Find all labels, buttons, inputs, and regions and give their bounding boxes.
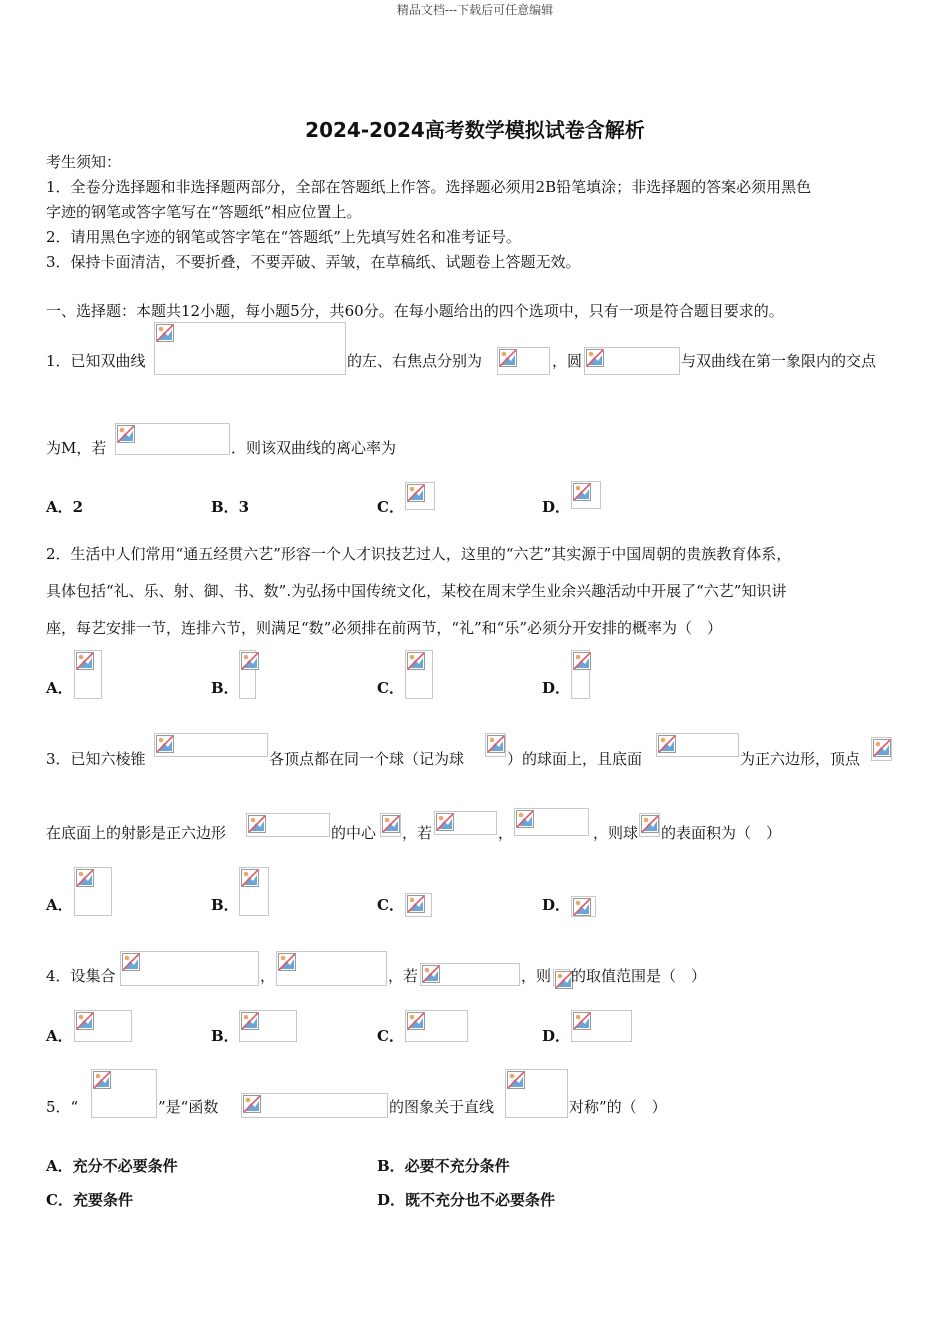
q1-text-5: 为M，若 — [46, 439, 107, 457]
q3-text-9: ，则球 — [593, 824, 639, 842]
broken-image-icon — [516, 810, 534, 828]
q3-formula-sphere-2 — [639, 813, 660, 837]
notice-line-2: 2．请用黑色字迹的钢笔或答字笔在“答题纸”上先填写姓名和准考证号。 — [46, 228, 521, 246]
q5-formula-line — [505, 1069, 568, 1118]
q4-formula-condition — [420, 963, 520, 986]
q3-formula-cond-1 — [434, 811, 497, 835]
q2-option-d: D． — [542, 679, 571, 697]
broken-image-icon — [76, 652, 94, 670]
q1-option-a: A．2 — [46, 498, 84, 516]
q2-line-3: 座，每艺安排一节，连排六节，则满足“数”必须排在前两节，“礼”和“乐”必须分开安排的概率为（ ） — [46, 619, 723, 637]
q3-text-7: ，若 — [402, 824, 433, 842]
q2-option-a-formula — [74, 650, 102, 699]
broken-image-icon — [499, 349, 517, 367]
q1-formula-circle — [584, 347, 680, 375]
q1-option-c-formula — [405, 482, 435, 510]
broken-image-icon — [586, 349, 604, 367]
q1-text-4: 与双曲线在第一象限内的交点 — [681, 352, 877, 370]
q3-option-d: D． — [542, 896, 571, 914]
broken-image-icon — [507, 1071, 525, 1089]
q5-text-4: 对称”的（ ） — [569, 1098, 667, 1116]
broken-image-icon — [248, 815, 266, 833]
broken-image-icon — [241, 652, 259, 670]
broken-image-icon — [573, 1012, 591, 1030]
q1-option-d-formula — [571, 481, 601, 509]
q5-option-c: C．充要条件 — [46, 1191, 133, 1209]
q4-formula-set-b — [276, 951, 387, 986]
q4-option-a-formula — [74, 1010, 132, 1042]
q2-option-c-formula — [405, 650, 433, 699]
broken-image-icon — [407, 484, 425, 502]
q3-formula-hexagon — [246, 813, 330, 837]
q2-option-c: C． — [377, 679, 404, 697]
q2-option-a: A． — [46, 679, 73, 697]
q3-option-d-formula — [571, 896, 596, 917]
q3-option-c: C． — [377, 896, 404, 914]
q3-option-a: A． — [46, 896, 73, 914]
broken-image-icon — [407, 1012, 425, 1030]
q1-option-b: B．3 — [211, 498, 250, 516]
section-heading: 一、选择题：本题共12小题，每小题5分，共60分。在每小题给出的四个选项中，只有一项是符合题目要求的。 — [46, 302, 784, 320]
q3-text-6: 的中心 — [331, 824, 377, 842]
q3-formula-sphere — [485, 733, 506, 757]
header-note: 精品文档---下载后可任意编辑 — [396, 3, 554, 17]
q4-text-4: ，则 — [521, 967, 552, 985]
notice-heading: 考生须知： — [46, 153, 122, 171]
broken-image-icon — [422, 965, 440, 983]
q3-text-10: 的表面积为（ ） — [661, 824, 782, 842]
q5-text-2: ”是“函数 — [158, 1098, 219, 1116]
q2-option-b-formula — [239, 650, 256, 699]
q3-option-b-formula — [239, 867, 269, 916]
q4-text-5: 的取值范围是（ ） — [571, 967, 707, 985]
q4-text-2: ， — [260, 967, 276, 985]
q1-formula-hyperbola — [154, 322, 346, 375]
broken-image-icon — [243, 1095, 261, 1113]
broken-image-icon — [573, 483, 591, 501]
q3-formula-center — [380, 813, 401, 837]
q3-formula-pyramid — [154, 733, 268, 757]
broken-image-icon — [573, 898, 591, 916]
page-title: 2024-2024高考数学模拟试卷含解析 — [305, 118, 645, 142]
q5-text-3: 的图象关于直线 — [389, 1098, 495, 1116]
q3-option-c-formula — [405, 893, 432, 917]
q4-formula-variable — [553, 969, 570, 986]
q5-option-d: D．既不充分也不必要条件 — [377, 1191, 556, 1209]
q1-formula-foci — [497, 347, 550, 375]
q4-text-1: 4．设集合 — [46, 967, 116, 985]
q5-formula-function — [241, 1093, 388, 1118]
broken-image-icon — [76, 869, 94, 887]
q1-option-d: D． — [542, 498, 571, 516]
q4-option-d-formula — [571, 1010, 632, 1042]
broken-image-icon — [573, 652, 591, 670]
notice-line-1b: 字迹的钢笔或答字笔写在“答题纸”相应位置上。 — [46, 203, 362, 221]
broken-image-icon — [407, 652, 425, 670]
q1-text-3: ，圆 — [552, 352, 583, 370]
q4-option-b: B． — [211, 1027, 239, 1045]
q3-option-a-formula — [74, 867, 112, 916]
broken-image-icon — [487, 735, 505, 753]
q3-text-2: 各顶点都在同一个球（记为球 — [269, 750, 465, 768]
q4-formula-set-a — [120, 951, 259, 986]
q3-text-3: ）的球面上，且底面 — [507, 750, 643, 768]
q4-option-a: A． — [46, 1027, 73, 1045]
q5-formula-phi — [91, 1069, 157, 1118]
broken-image-icon — [93, 1071, 111, 1089]
q2-option-b: B． — [211, 679, 239, 697]
notice-line-1a: 1．全卷分选择题和非选择题两部分，全部在答题纸上作答。选择题必须用2B铅笔填涂；非选择题的答案必须用黑色 — [46, 178, 812, 196]
q5-option-b: B．必要不充分条件 — [377, 1157, 510, 1175]
q1-text-6: ．则该双曲线的离心率为 — [231, 439, 397, 457]
broken-image-icon — [122, 953, 140, 971]
notice-line-3: 3．保持卡面清洁，不要折叠，不要弄破、弄皱，在草稿纸、试题卷上答题无效。 — [46, 253, 581, 271]
broken-image-icon — [76, 1012, 94, 1030]
q4-option-b-formula — [239, 1010, 297, 1042]
broken-image-icon — [241, 1012, 259, 1030]
q2-option-d-formula — [571, 650, 590, 699]
q3-formula-vertex — [871, 737, 892, 761]
q5-text-1: 5．“ — [46, 1098, 79, 1116]
broken-image-icon — [156, 324, 174, 342]
q1-text-2: 的左、右焦点分别为 — [347, 352, 483, 370]
q3-text-1: 3．已知六棱锥 — [46, 750, 146, 768]
q3-text-8: ， — [498, 824, 514, 842]
broken-image-icon — [156, 735, 174, 753]
q3-formula-cond-2 — [514, 808, 589, 836]
q1-text-1: 1．已知双曲线 — [46, 352, 146, 370]
broken-image-icon — [278, 953, 296, 971]
broken-image-icon — [407, 895, 425, 913]
q3-text-5: 在底面上的射影是正六边形 — [46, 824, 227, 842]
q5-option-a: A．充分不必要条件 — [46, 1157, 178, 1175]
broken-image-icon — [117, 425, 135, 443]
q3-text-4: 为正六边形，顶点 — [740, 750, 861, 768]
q1-formula-condition — [115, 423, 230, 455]
broken-image-icon — [436, 813, 454, 831]
q3-formula-base — [656, 733, 739, 757]
broken-image-icon — [641, 815, 659, 833]
q2-line-1: 2．生活中人们常用“通五经贯六艺”形容一个人才识技艺过人，这里的“六艺”其实源于中国周朝的贵族教育体系， — [46, 545, 792, 563]
broken-image-icon — [382, 815, 400, 833]
q4-option-c: C． — [377, 1027, 404, 1045]
broken-image-icon — [658, 735, 676, 753]
q4-option-c-formula — [405, 1010, 468, 1042]
q1-option-c: C． — [377, 498, 404, 516]
q4-option-d: D． — [542, 1027, 571, 1045]
broken-image-icon — [241, 869, 259, 887]
q2-line-2: 具体包括“礼、乐、射、御、书、数”.为弘扬中国传统文化，某校在周末学生业余兴趣活动中开展了“六艺”知识讲 — [46, 582, 787, 600]
q4-text-3: ，若 — [388, 967, 419, 985]
broken-image-icon — [873, 739, 891, 757]
q3-option-b: B． — [211, 896, 239, 914]
